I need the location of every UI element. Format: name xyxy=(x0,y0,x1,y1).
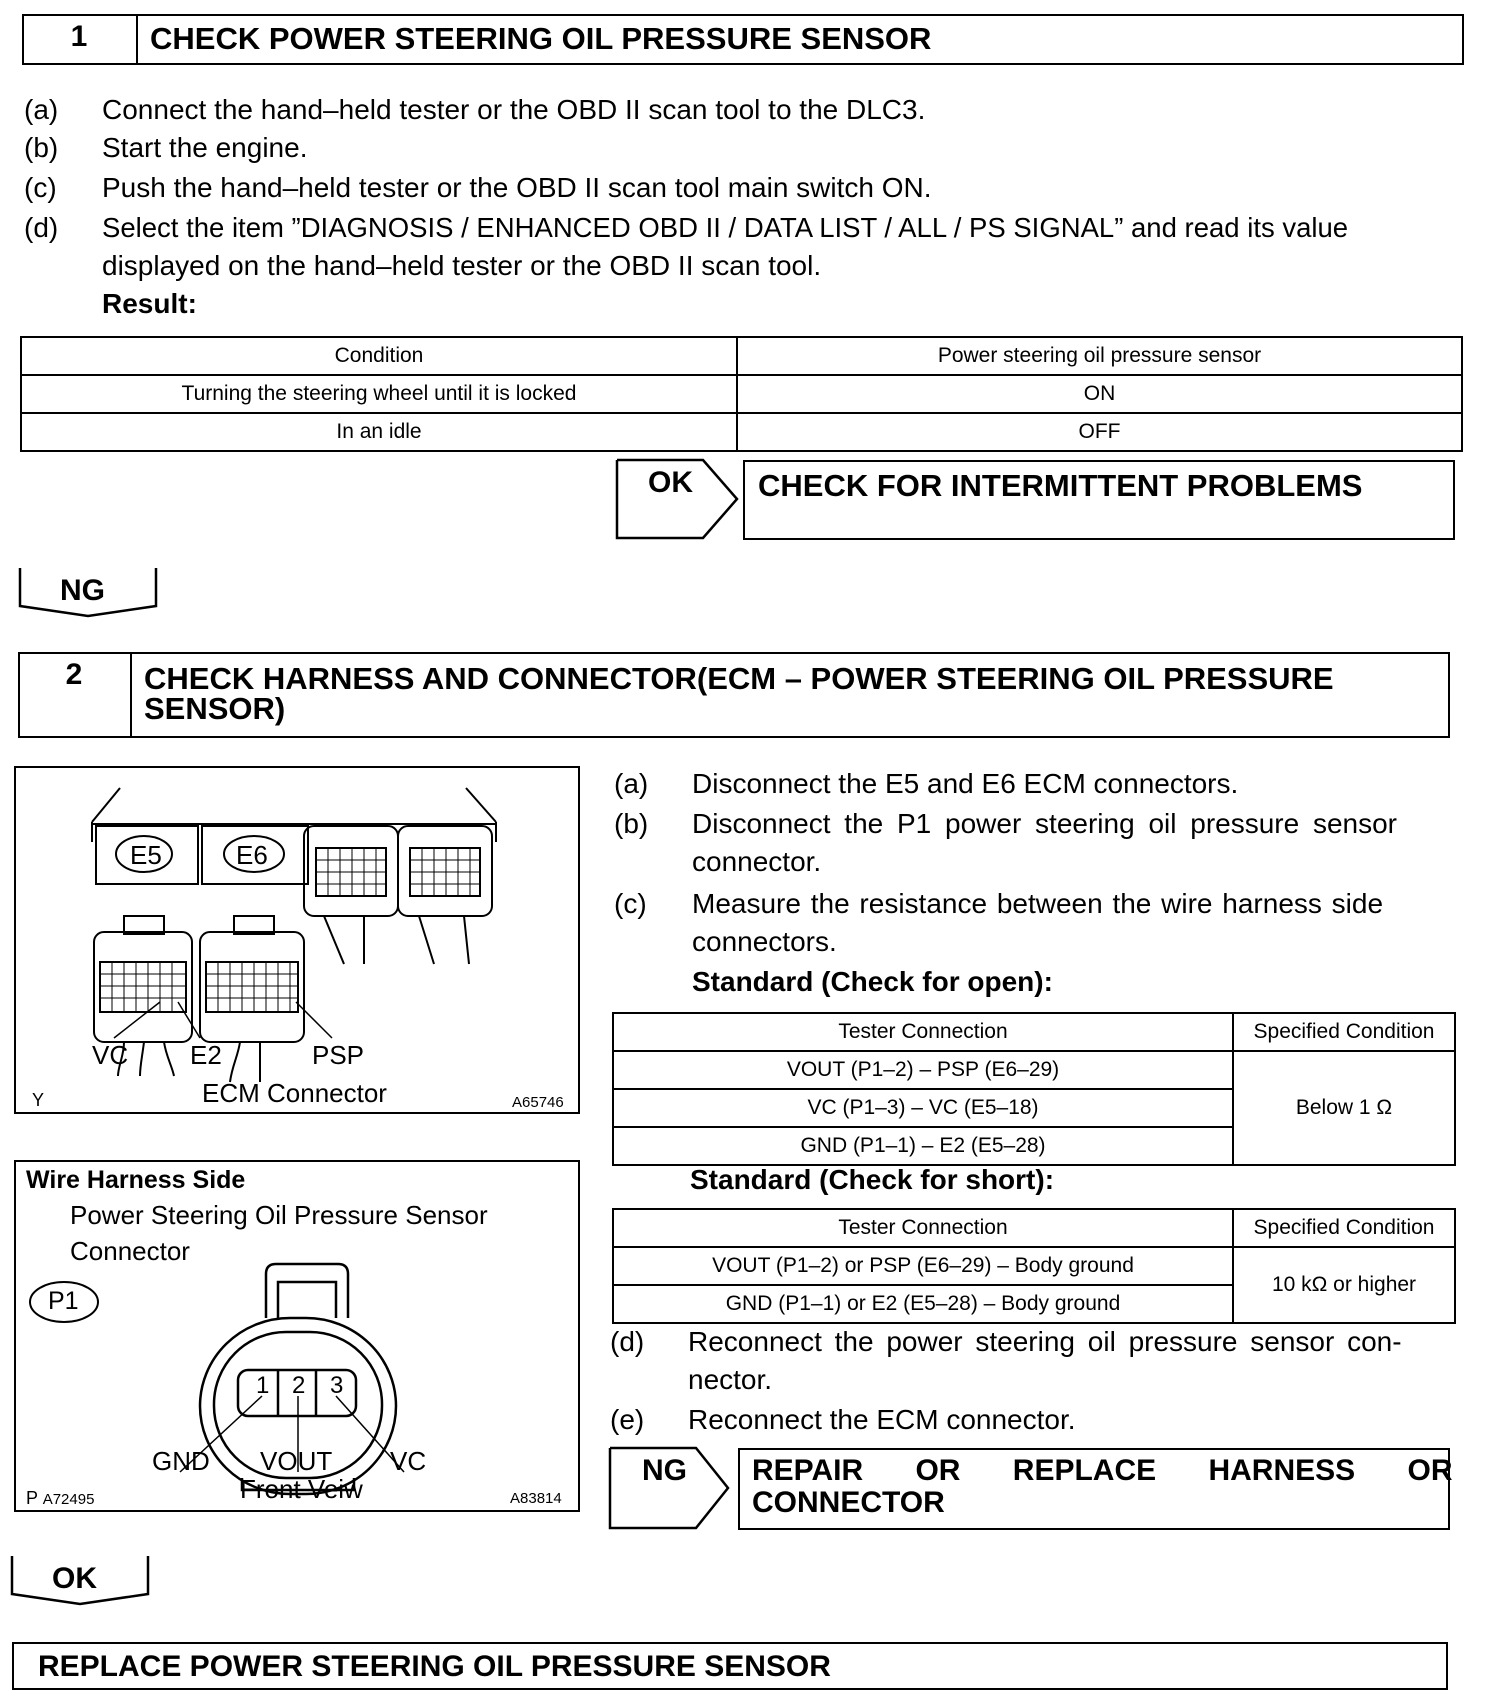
result-table xyxy=(20,336,1463,452)
standard-open-label: Standard (Check for open): xyxy=(692,966,1053,997)
pin-2: 2 xyxy=(292,1372,306,1399)
step1-number: 1 xyxy=(70,20,88,53)
item-label: (c) xyxy=(24,172,57,203)
table-cell: VC (P1–3) – VC (E5–18) xyxy=(613,1089,1233,1127)
table-cell: In an idle xyxy=(21,413,737,451)
table-row xyxy=(21,337,1462,375)
ng-tag: NG xyxy=(60,574,105,607)
ng-action-line2: CONNECTOR xyxy=(752,1486,945,1519)
pin-3: 3 xyxy=(330,1372,344,1399)
step2-number: 2 xyxy=(65,658,83,691)
table-cell: GND (P1–1) – E2 (E5–28) xyxy=(613,1127,1233,1165)
table-cell: Turning the steering wheel until it is locked xyxy=(21,375,737,413)
item-text: Push the hand–held tester or the OBD II scan tool main switch ON. xyxy=(102,172,932,203)
table-cell: OFF xyxy=(737,413,1462,451)
item-text: Connect the hand–held tester or the OBD II scan tool to the DLC3. xyxy=(102,94,926,125)
step2-title-line2: SENSOR) xyxy=(144,691,286,726)
sensor-corner-letter: P xyxy=(26,1488,38,1508)
gnd-label: GND xyxy=(152,1446,210,1476)
table-header: Tester Connection xyxy=(613,1209,1233,1247)
vout-label: VOUT xyxy=(260,1446,333,1476)
item-text: Disconnect the P1 power steering oil pressure sensor xyxy=(692,808,1398,839)
table-cell: VOUT (P1–2) or PSP (E6–29) – Body ground xyxy=(613,1247,1233,1285)
item-text: Measure the resistance between the wire harness side xyxy=(692,888,1384,919)
ok-action-text: CHECK FOR INTERMITTENT PROBLEMS xyxy=(758,468,1363,503)
table-cell-condition: 10 kΩ or higher xyxy=(1233,1247,1455,1323)
table-cell: GND (P1–1) or E2 (E5–28) – Body ground xyxy=(613,1285,1233,1323)
open-check-table xyxy=(612,1012,1456,1166)
item-label: (a) xyxy=(24,94,59,125)
step2-item-d-cont: nector. xyxy=(688,1364,773,1395)
table-cell: ON xyxy=(737,375,1462,413)
table-row xyxy=(613,1247,1455,1285)
item-label: (d) xyxy=(24,212,59,243)
wire-harness-heading: Wire Harness Side xyxy=(26,1166,246,1194)
sensor-figure-id: A83814 xyxy=(510,1490,562,1507)
table-cell: VOUT (P1–2) – PSP (E6–29) xyxy=(613,1051,1233,1089)
table-header: Power steering oil pressure sensor xyxy=(737,337,1462,375)
ng-action-line1: REPAIR OR REPLACE HARNESS OR xyxy=(752,1454,1453,1487)
sensor-corner-id: A72495 xyxy=(42,1491,95,1508)
table-row xyxy=(21,375,1462,413)
step1-header-divider xyxy=(136,14,138,65)
psp-label: PSP xyxy=(312,1040,365,1070)
table-row xyxy=(613,1051,1455,1089)
item-label: (b) xyxy=(24,132,59,163)
p1-label: P1 xyxy=(48,1287,79,1315)
step1-title: CHECK POWER STEERING OIL PRESSURE SENSOR xyxy=(150,21,932,56)
table-row xyxy=(21,413,1462,451)
sensor-corner-left xyxy=(26,1488,94,1509)
table-header: Specified Condition xyxy=(1233,1013,1455,1051)
short-check-table xyxy=(612,1208,1456,1324)
item-label: (d) xyxy=(610,1326,645,1357)
item-text: Disconnect the E5 and E6 ECM connectors. xyxy=(692,768,1239,799)
standard-short-label: Standard (Check for short): xyxy=(690,1164,1055,1195)
final-action-text: REPLACE POWER STEERING OIL PRESSURE SENSOR xyxy=(38,1650,831,1683)
step2-item-c-cont: connectors. xyxy=(692,926,837,957)
item-text: Reconnect the power steering oil pressure sensor con- xyxy=(688,1326,1402,1357)
step1-item-d-cont: displayed on the hand–held tester or the OBD II scan tool. xyxy=(102,250,822,281)
item-label: (a) xyxy=(614,768,649,799)
table-cell-condition: Below 1 Ω xyxy=(1233,1051,1455,1165)
table-header: Tester Connection xyxy=(613,1013,1233,1051)
ok-tag: OK xyxy=(648,466,693,499)
e6-label: E6 xyxy=(236,840,268,870)
pin-1: 1 xyxy=(256,1372,270,1399)
item-text: Reconnect the ECM connector. xyxy=(688,1404,1076,1435)
ecm-figure-id: A65746 xyxy=(512,1094,564,1111)
table-row xyxy=(613,1013,1455,1051)
item-text: Select the item ”DIAGNOSIS / ENHANCED OBD II / DATA LIST / ALL / PS SIGNAL” and read its value xyxy=(102,212,1349,243)
table-row xyxy=(613,1209,1455,1247)
ecm-caption: ECM Connector xyxy=(202,1078,387,1108)
ok-tag-2: OK xyxy=(52,1562,97,1595)
item-label: (b) xyxy=(614,808,649,839)
table-header: Specified Condition xyxy=(1233,1209,1455,1247)
step2-item-b-cont: connector. xyxy=(692,846,822,877)
sensor-name-line1: Power Steering Oil Pressure Sensor xyxy=(70,1200,488,1230)
vc-pin-label: VC xyxy=(390,1446,427,1476)
vc-label: VC xyxy=(92,1040,129,1070)
item-text: Start the engine. xyxy=(102,132,308,163)
item-label: (c) xyxy=(614,888,647,919)
result-label: Result: xyxy=(102,288,197,319)
e2-label: E2 xyxy=(190,1040,222,1070)
step2-header-divider xyxy=(130,652,132,738)
item-label: (e) xyxy=(610,1404,645,1435)
sensor-name-line2: Connector xyxy=(70,1236,190,1266)
step2-title-line1: CHECK HARNESS AND CONNECTOR(ECM – POWER STEERING OIL PRESSURE xyxy=(144,661,1334,696)
e5-label: E5 xyxy=(130,840,162,870)
front-view-caption: Front Veiw xyxy=(240,1474,363,1504)
ng-tag-2: NG xyxy=(642,1454,687,1487)
table-header: Condition xyxy=(21,337,737,375)
ecm-corner-left: Y xyxy=(32,1090,45,1110)
